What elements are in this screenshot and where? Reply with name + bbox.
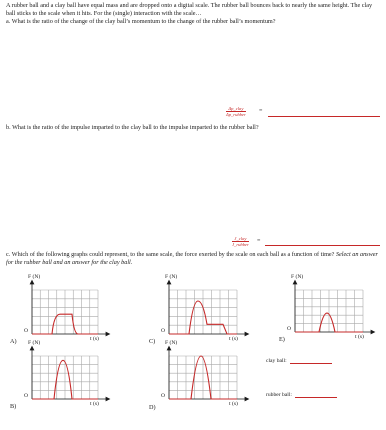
equals-a: = (259, 108, 263, 114)
graph-b-x-label: t (s) (90, 401, 99, 407)
question-a: a. What is the ratio of the change of the clay ball’s momentum to the change of the rubber ball’s momentum? (6, 18, 276, 25)
rubber-answer-line[interactable] (295, 397, 337, 398)
ratio-a-denominator: Δp_rubber (226, 112, 246, 117)
ratio-b-denominator: J_rubber (232, 242, 249, 247)
graph-e-x-label: t (s) (355, 334, 364, 340)
option-a-label[interactable]: A) (10, 338, 17, 345)
question-c-text: c. Which of the following graphs could represent, to the same scale, the force exerted by the scale on each ball as a function of time? (6, 251, 335, 258)
graph-e-origin: O (287, 326, 292, 332)
graph-a-y-label: F (N) (28, 274, 41, 280)
graph-b-origin: O (24, 393, 29, 399)
ratio-b-numerator: J_clay (232, 236, 249, 242)
option-c-label[interactable]: C) (149, 338, 156, 345)
rubber-answer-label: rubber ball: (266, 392, 292, 398)
graph-d-origin: O (161, 393, 166, 399)
graph-a-origin: O (24, 328, 29, 334)
graph-d-x-label: t (s) (229, 401, 238, 407)
ratio-a-numerator: Δp_clay (226, 106, 246, 112)
question-c-instruction: Select an answer for the rubber ball and an answer for the clay ball. (6, 251, 378, 266)
graph-e-y-label: F (N) (291, 274, 304, 280)
option-d-label[interactable]: D) (149, 404, 156, 411)
graph-c-y-label: F (N) (165, 274, 178, 280)
graph-c-origin: O (161, 328, 166, 334)
option-e-label[interactable]: E) (279, 336, 285, 343)
question-b: b. What is the ratio of the impulse imparted to the clay ball to the impulse imparted to the rubber ball? (6, 124, 259, 131)
rubber-answer[interactable] (266, 392, 337, 398)
graph-d-y-label: F (N) (165, 340, 178, 346)
clay-answer-label: clay ball: (266, 358, 287, 364)
clay-answer[interactable] (266, 358, 332, 364)
equals-b: = (257, 238, 261, 244)
option-b-label[interactable]: B) (10, 403, 17, 410)
problem-intro: A rubber ball and a clay ball have equal mass and are dropped onto a digital scale. The rubber ball bounces back to nearly the same height. The clay ball sticks to the scale when it hits. For the (single) interaction with the scale… (6, 2, 373, 17)
graph-b-y-label: F (N) (28, 340, 41, 346)
graph-a-x-label: t (s) (90, 336, 99, 342)
clay-answer-line[interactable] (290, 363, 332, 364)
graph-c-x-label: t (s) (229, 336, 238, 342)
